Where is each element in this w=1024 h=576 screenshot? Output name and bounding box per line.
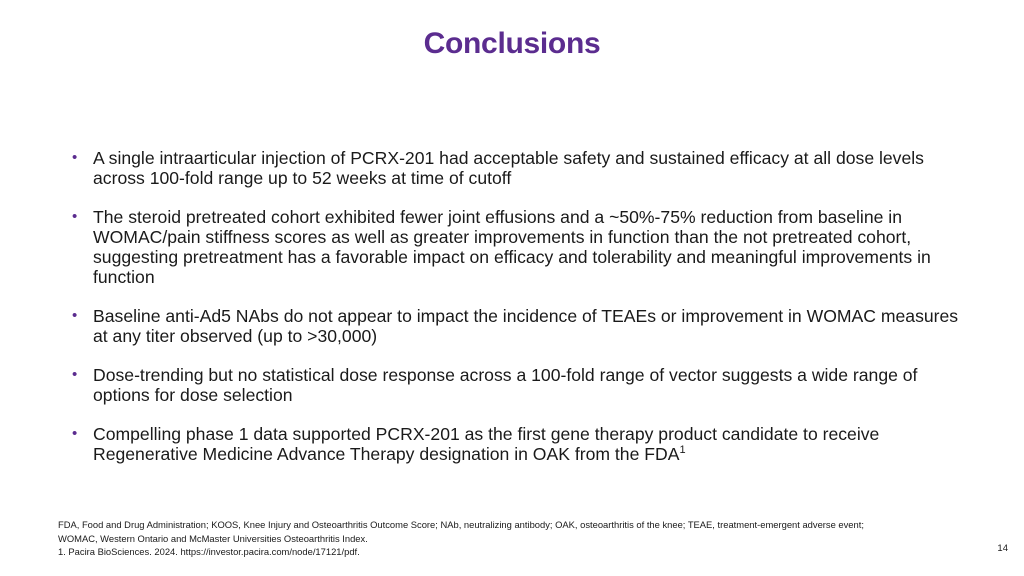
bullet-text: Dose-trending but no statistical dose response across a 100-fold range of vector suggests a wide range of options for dose selection	[93, 365, 918, 405]
bullet-text: A single intraarticular injection of PCRX-201 had acceptable safety and sustained efficacy at all dose levels across 100-fold range up to 52 weeks at time of cutoff	[93, 148, 924, 188]
bullet-item-steroid-pretreated	[70, 207, 970, 287]
bullet-marker-icon: •	[72, 149, 78, 166]
bullet-text: Compelling phase 1 data supported PCRX-201 as the first gene therapy product candidate to receive Regenerative Medicine Advance Therapy designation in OAK from the FDA	[93, 424, 880, 464]
footnotes	[58, 518, 988, 559]
footnote-reference: 1	[679, 444, 686, 457]
footnote-abbreviations-line-1: FDA, Food and Drug Administration; KOOS, Knee Injury and Osteoarthritis Outcome Score; NAb, neutralizing antibody; OAK, osteoarthritis of the knee; TEAE, treatment-emergent adverse event;	[58, 519, 864, 530]
conclusions-bullet-list	[70, 148, 970, 483]
bullet-marker-icon: •	[72, 366, 78, 383]
slide-title: Conclusions	[423, 27, 601, 60]
bullet-item-rmat-designation	[70, 424, 970, 464]
bullet-text: Baseline anti-Ad5 NAbs do not appear to impact the incidence of TEAEs or improvement in WOMAC measures at any titer observed (up to >30,000)	[93, 306, 959, 346]
page-number: 14	[997, 543, 1008, 554]
footnote-reference-1: 1. Pacira BioSciences. 2024. https://investor.pacira.com/node/17121/pdf.	[58, 546, 360, 557]
bullet-item-safety	[70, 148, 970, 188]
bullet-text: The steroid pretreated cohort exhibited fewer joint effusions and a ~50%-75% reduction from baseline in WOMAC/pain stiffness scores as well as greater improvements in function than the not pretreated cohort, suggesting pretreatment has a favorable impact on efficacy and tolerability and meaningful improvements in function	[93, 207, 931, 287]
bullet-marker-icon: •	[72, 425, 78, 442]
bullet-marker-icon: •	[72, 307, 78, 324]
bullet-item-anti-ad5-nabs	[70, 306, 970, 346]
bullet-marker-icon: •	[72, 208, 78, 225]
bullet-item-dose-trending	[70, 365, 970, 405]
footnote-abbreviations-line-2: WOMAC, Western Ontario and McMaster Universities Osteoarthritis Index.	[58, 532, 368, 544]
